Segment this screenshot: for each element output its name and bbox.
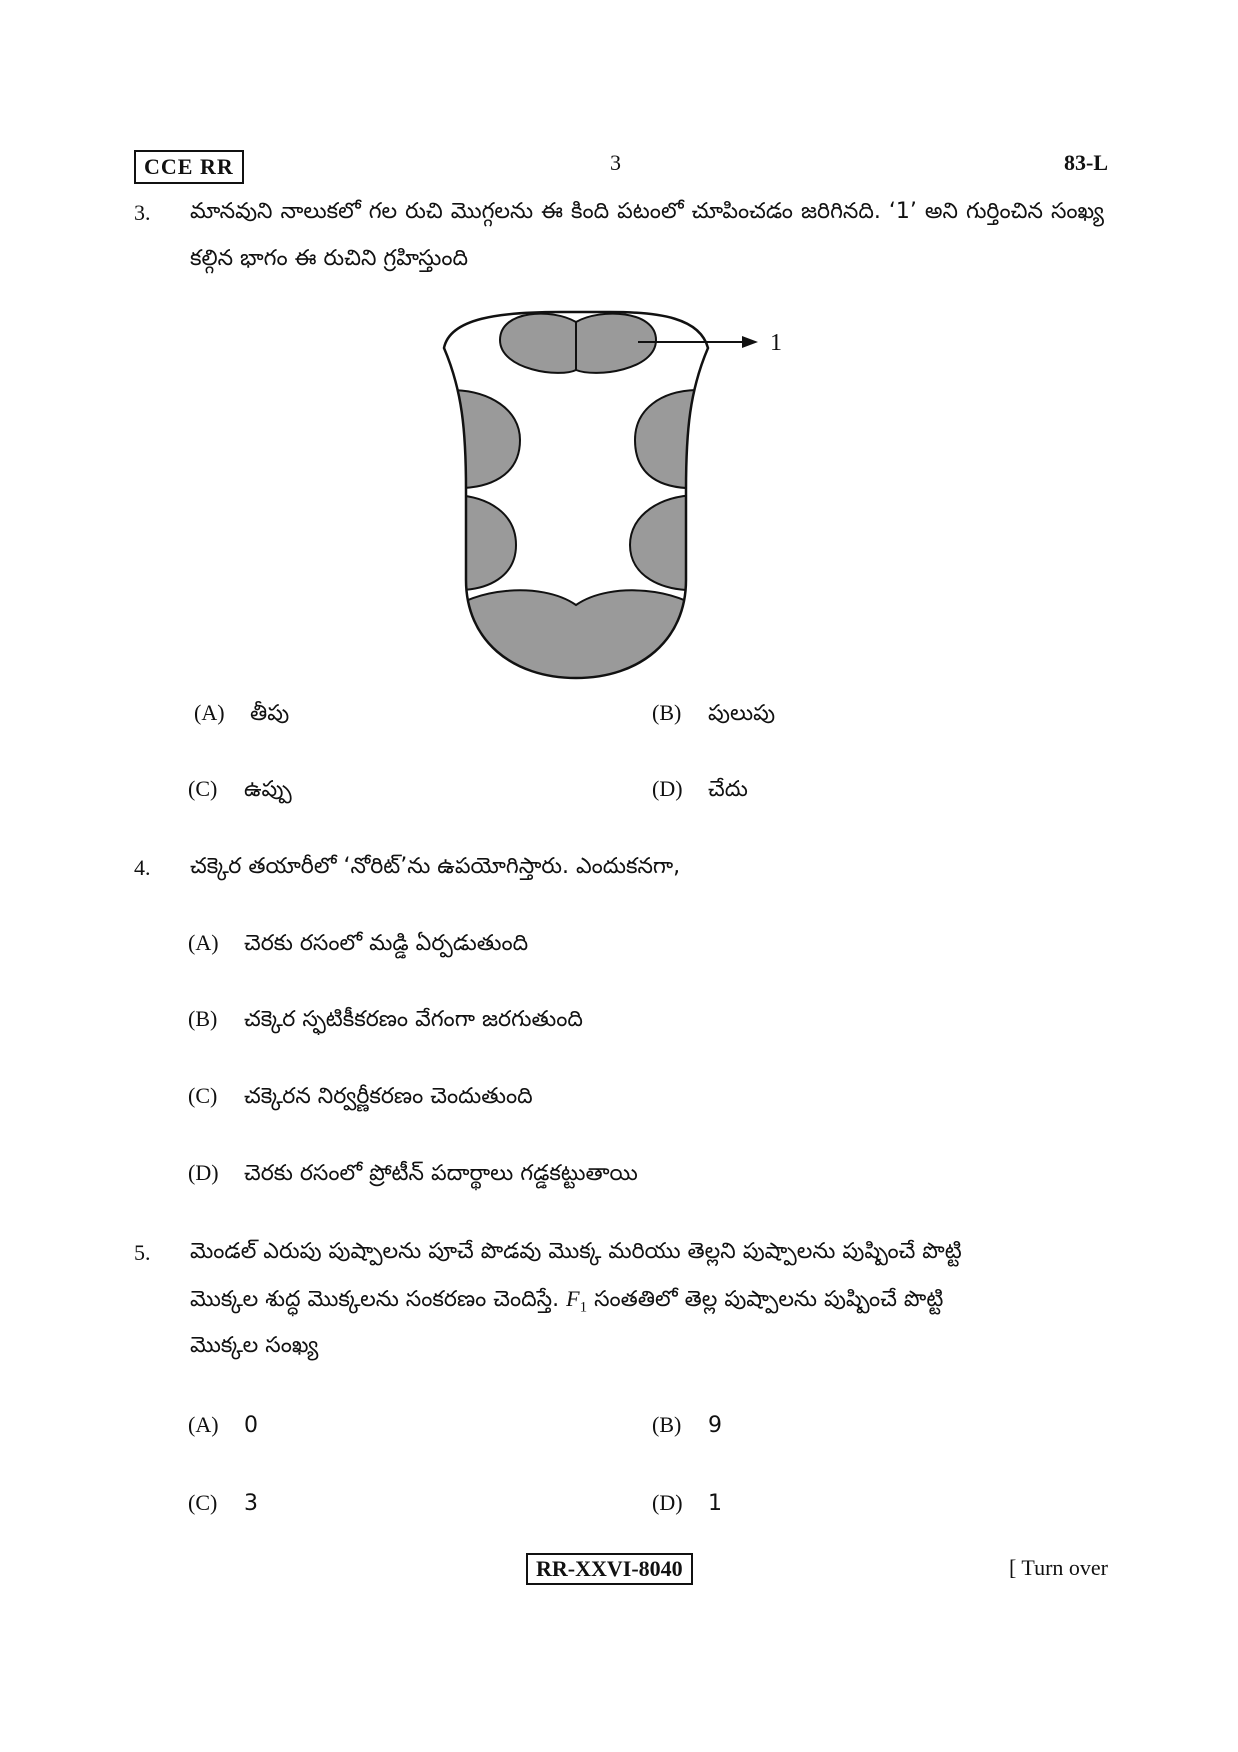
option-text: చక్కెర స్ఫటికీకరణం వేగంగా జరగుతుంది xyxy=(244,1007,583,1032)
header-label: CCE RR xyxy=(134,150,244,184)
option-label: (A) xyxy=(188,930,219,955)
option-c[interactable] xyxy=(188,776,292,807)
question-number: 3. xyxy=(134,200,151,225)
option-text: తీపు xyxy=(250,701,290,726)
taste-region-back xyxy=(450,590,702,680)
f-symbol: F xyxy=(566,1286,580,1311)
option-label: (C) xyxy=(188,776,218,801)
option-b[interactable] xyxy=(652,700,775,731)
option-a[interactable] xyxy=(188,930,528,961)
option-label: (D) xyxy=(652,776,683,801)
option-text: చెరకు రసంలో మడ్డి ఏర్పడుతుంది xyxy=(244,931,529,956)
question-text: మానవుని నాలుకలో గల రుచి మొగ్గలను ఈ కింది పటంలో చూపించడం జరిగినది. ‘1’ అని గుర్తించిన సంఖ్య కల్గిన భాగం ఈ రుచిని గ్రహిస్తుంది xyxy=(190,199,1104,271)
option-b[interactable] xyxy=(652,1412,722,1438)
option-text: ఉప్పు xyxy=(244,777,292,802)
option-label: (B) xyxy=(652,700,682,725)
option-text: 1 xyxy=(708,1491,722,1516)
option-d[interactable] xyxy=(652,776,748,807)
option-label: (C) xyxy=(188,1490,218,1515)
option-a[interactable] xyxy=(188,1412,258,1438)
paper-code: 83-L xyxy=(1064,150,1108,175)
turn-over-label: [ Turn over xyxy=(1008,1555,1108,1580)
option-label: (D) xyxy=(652,1490,683,1515)
option-text: 3 xyxy=(244,1491,258,1516)
option-d[interactable] xyxy=(652,1490,722,1516)
taste-region-tip-right xyxy=(576,314,656,373)
option-text: చక్కెరన నిర్వర్ణీకరణం చెందుతుంది xyxy=(244,1084,533,1109)
f-subscript: 1 xyxy=(579,1299,588,1316)
option-label: (B) xyxy=(188,1006,218,1031)
pointer-arrowhead xyxy=(742,336,758,348)
question-number: 5. xyxy=(134,1240,151,1265)
taste-region-left-lower xyxy=(450,495,516,590)
taste-region-right-lower xyxy=(630,495,700,590)
question-text-line: మెండల్ ఎరుపు పుష్పాలను పూచే పొడవు మొక్క మరియు తెల్లని పుష్పాలను పుష్పించే పొట్టి xyxy=(190,1239,962,1264)
option-text: 0 xyxy=(244,1413,258,1438)
option-c[interactable] xyxy=(188,1490,258,1516)
option-c[interactable] xyxy=(188,1083,533,1114)
option-text: చేదు xyxy=(708,777,748,802)
option-label: (C) xyxy=(188,1083,218,1108)
question-text-segment: సంతతిలో తెల్ల పుష్పాలను పుష్పించే పొట్టి xyxy=(594,1287,944,1312)
option-a[interactable] xyxy=(194,700,289,731)
option-label: (A) xyxy=(188,1412,219,1437)
question-text: చక్కెర తయారీలో ‘నోరిట్’ను ఉపయోగిస్తారు. ఎందుకనగా, xyxy=(190,854,681,879)
option-text: 9 xyxy=(708,1413,722,1438)
option-d[interactable] xyxy=(188,1160,638,1191)
tongue-diagram xyxy=(430,300,810,680)
option-b[interactable] xyxy=(188,1006,583,1037)
footer-code: RR-XXVI-8040 xyxy=(526,1553,693,1585)
taste-region-tip-left xyxy=(500,314,576,373)
diagram-label-1: 1 xyxy=(770,330,782,356)
question-text-segment: మొక్కల శుద్ధ మొక్కలను సంకరణం చెందిస్తే. xyxy=(190,1287,560,1312)
option-text: చెరకు రసంలో ప్రోటీన్ పదార్థాలు గడ్డకట్టుతాయి xyxy=(244,1161,638,1186)
question-number: 4. xyxy=(134,855,151,880)
option-label: (A) xyxy=(194,700,225,725)
option-label: (B) xyxy=(652,1412,682,1437)
question-text-line: మొక్కల సంఖ్య xyxy=(190,1333,319,1358)
page-number: 3 xyxy=(610,150,621,175)
option-text: పులుపు xyxy=(708,701,776,726)
option-label: (D) xyxy=(188,1160,219,1185)
